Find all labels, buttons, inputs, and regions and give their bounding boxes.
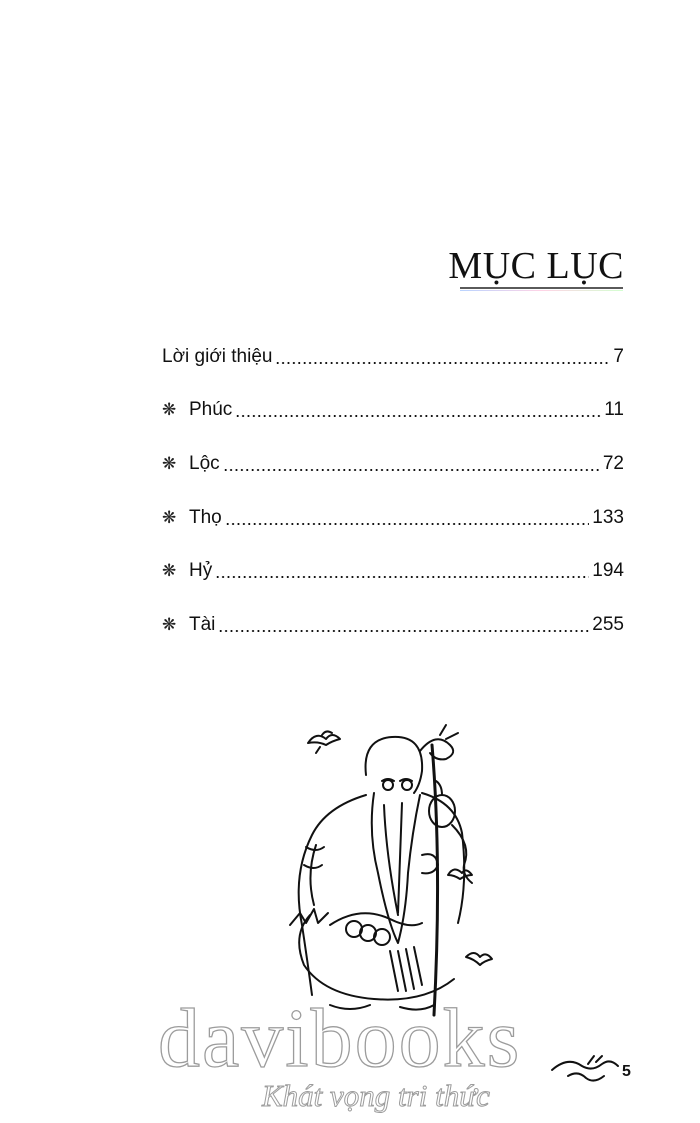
toc-entry-page: 7 [613,346,624,367]
toc-entry-label: Hỷ [189,560,213,581]
toc-entry-label: Lời giới thiệu [162,346,273,367]
title-underline [460,287,623,289]
toc-entry-hy[interactable] [162,552,624,582]
toc-entry-phuc[interactable] [162,391,624,421]
toc-entry-page: 72 [602,453,624,474]
page-title: MỤC LỤC [448,245,624,287]
toc-entry-page: 194 [592,560,624,581]
watermark-brand: davibooks [158,992,522,1085]
title-underline-color [460,290,623,291]
longevity-god-illustration-icon [270,715,510,1025]
dot-leader [218,630,589,632]
toc-entry-intro[interactable] [162,338,624,368]
asterism-bullet-icon: ❋ [162,561,177,580]
ornament-icon [548,1050,622,1084]
asterism-bullet-icon: ❋ [162,454,177,473]
page-number: 5 [622,1063,631,1080]
toc-entry-label: Thọ [189,507,222,528]
toc-entry-loc[interactable] [162,445,624,475]
dot-leader [275,362,610,364]
dot-leader [225,523,590,525]
toc-entry-tho[interactable] [162,499,624,529]
toc-entry-label: Phúc [189,399,233,420]
dot-leader [215,576,589,578]
dot-leader [223,469,600,471]
dot-leader [235,415,601,417]
toc-entry-tai[interactable] [162,606,624,636]
toc-entry-label: Tài [189,614,216,635]
toc-entry-page: 133 [592,507,624,528]
watermark-slogan: Khát vọng tri thức [262,1078,490,1113]
toc-entry-page: 255 [592,614,624,635]
asterism-bullet-icon: ❋ [162,615,177,634]
toc-entry-page: 11 [604,399,624,420]
asterism-bullet-icon: ❋ [162,508,177,527]
toc-entry-label: Lộc [189,453,220,474]
asterism-bullet-icon: ❋ [162,400,177,419]
